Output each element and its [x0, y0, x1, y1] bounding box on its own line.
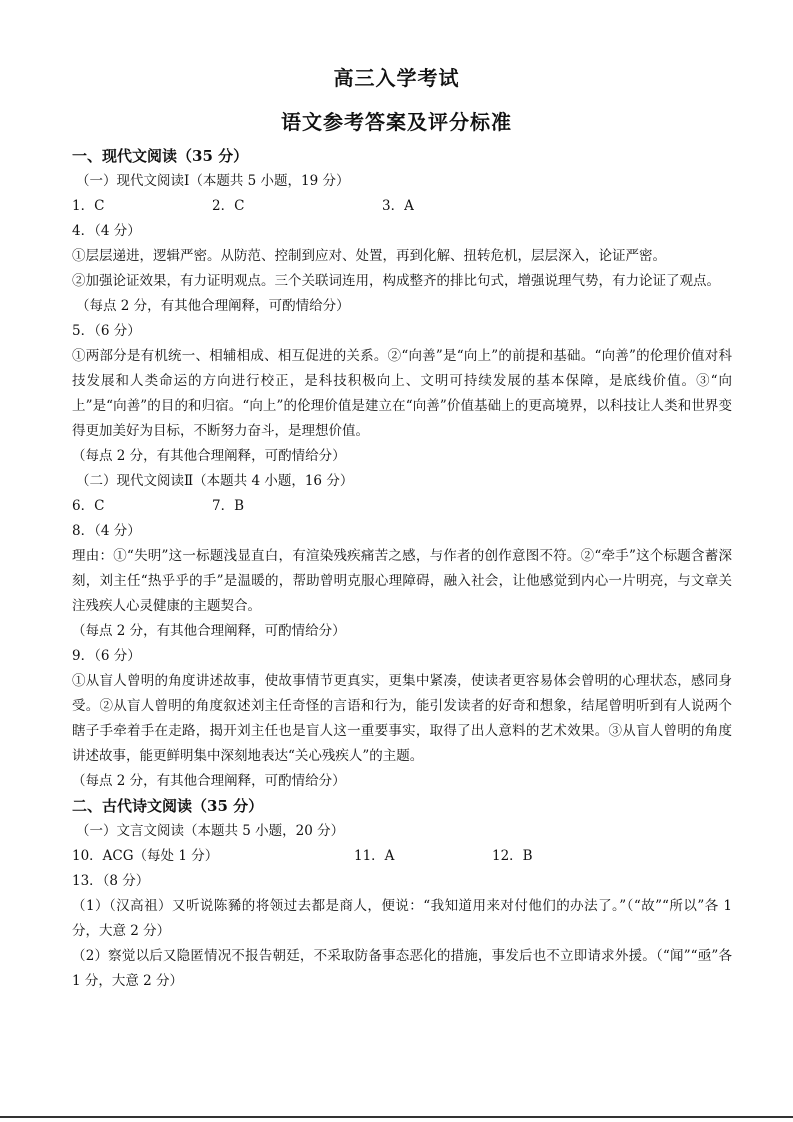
question-13-translation-1: （1）（汉高祖）又听说陈豨的将领过去都是商人，便说：“我知道用来对付他们的办法了。”（“故”“所以”各 1 分，大意 2 分） [72, 898, 732, 939]
answer-6: 6．C [72, 498, 105, 514]
question-4-scoring-note: （每点 2 分，有其他合理阐释，可酌情给分） [76, 298, 350, 314]
question-4-label: 4．（4 分） [72, 223, 141, 239]
question-5-scoring-note: （每点 2 分，有其他合理阐释，可酌情给分） [72, 448, 346, 464]
question-9-label: 9．（6 分） [72, 648, 141, 664]
section-heading-classical-reading: 二、古代诗文阅读（35 分） [72, 797, 264, 815]
answers-row-1-3 [72, 194, 732, 219]
question-13-translation-2: （2）察觉以后又隐匿情况不报告朝廷，不采取防备事态恶化的措施，事发后也不立即请求外援。（“闻”“亟”各 1 分，大意 2 分） [72, 948, 732, 989]
answer-3: 3．A [382, 198, 414, 214]
page-bottom-divider [0, 1116, 793, 1118]
answer-12: 12．B [492, 848, 533, 864]
question-13-label: 13．（8 分） [72, 873, 150, 889]
page-subtitle: 语文参考答案及评分标准 [281, 110, 512, 134]
answer-7: 7．B [212, 498, 245, 514]
question-9-scoring-note: （每点 2 分，有其他合理阐释，可酌情给分） [72, 773, 346, 789]
question-5-label: 5．（6 分） [72, 323, 141, 339]
question-9-answer: ①从盲人曾明的角度讲述故事，使故事情节更真实，更集中紧凑，使读者更容易体会曾明的心理状态，感同身受。②从盲人曾明的角度叙述刘主任奇怪的言语和行为，能引发读者的好奇和想象，结尾曾明听到有人说两个瞎子手牵着手在走路，揭开刘主任也是盲人这一重要事实，取得了出人意料的艺术效果。③从盲人曾明的角度讲述故事，能更鲜明集中深刻地表达“关心残疾人”的主题。 [72, 673, 732, 764]
answer-content [72, 144, 732, 994]
page-title: 高三入学考试 [333, 66, 460, 90]
section-heading-modern-reading: 一、现代文阅读（35 分） [72, 147, 249, 165]
question-4-point-2: ②加强论证效果，有力证明观点。三个关联词连用，构成整齐的排比句式，增强说理气势，有力论证了观点。 [72, 273, 720, 289]
answer-1: 1．C [72, 198, 105, 214]
answer-11: 11．A [354, 848, 395, 864]
question-8-label: 8．（4 分） [72, 523, 141, 539]
answer-10: 10．ACG（每处 1 分） [72, 848, 219, 864]
part-heading-modern-reading-1: （一）现代文阅读Ⅰ（本题共 5 小题，19 分） [76, 173, 350, 189]
question-4-point-1: ①层层递进，逻辑严密。从防范、控制到应对、处置，再到化解、扭转危机，层层深入，论证严密。 [72, 248, 666, 264]
answer-2: 2．C [212, 198, 245, 214]
answers-row-10-12 [72, 844, 732, 869]
part-heading-classical-reading-1: （一）文言文阅读（本题共 5 小题，20 分） [76, 823, 345, 839]
answers-row-6-7 [72, 494, 732, 519]
question-8-answer: 理由：①“失明”这一标题浅显直白，有渲染残疾痛苦之感，与作者的创作意图不符。②“牵手”这个标题含蓄深刻，刘主任“热乎乎的手”是温暖的，帮助曾明克服心理障碍，融入社会，让他感觉到内心一片明亮，与文章关注残疾人心灵健康的主题契合。 [72, 548, 732, 614]
part-heading-modern-reading-2: （二）现代文阅读Ⅱ（本题共 4 小题，16 分） [76, 473, 354, 489]
question-5-answer: ①两部分是有机统一、相辅相成、相互促进的关系。②“向善”是“向上”的前提和基础。“向善”的伦理价值对科技发展和人类命运的方向进行校正，是科技积极向上、文明可持续发展的基本保障，是底线价值。③“向上”是“向善”的目的和归宿。“向上”的伦理价值是建立在“向善”价值基础上的更高境界，以科技让人类和世界变得更加美好为目标，不断努力奋斗，是理想价值。 [72, 348, 732, 439]
question-8-scoring-note: （每点 2 分，有其他合理阐释，可酌情给分） [72, 623, 346, 639]
